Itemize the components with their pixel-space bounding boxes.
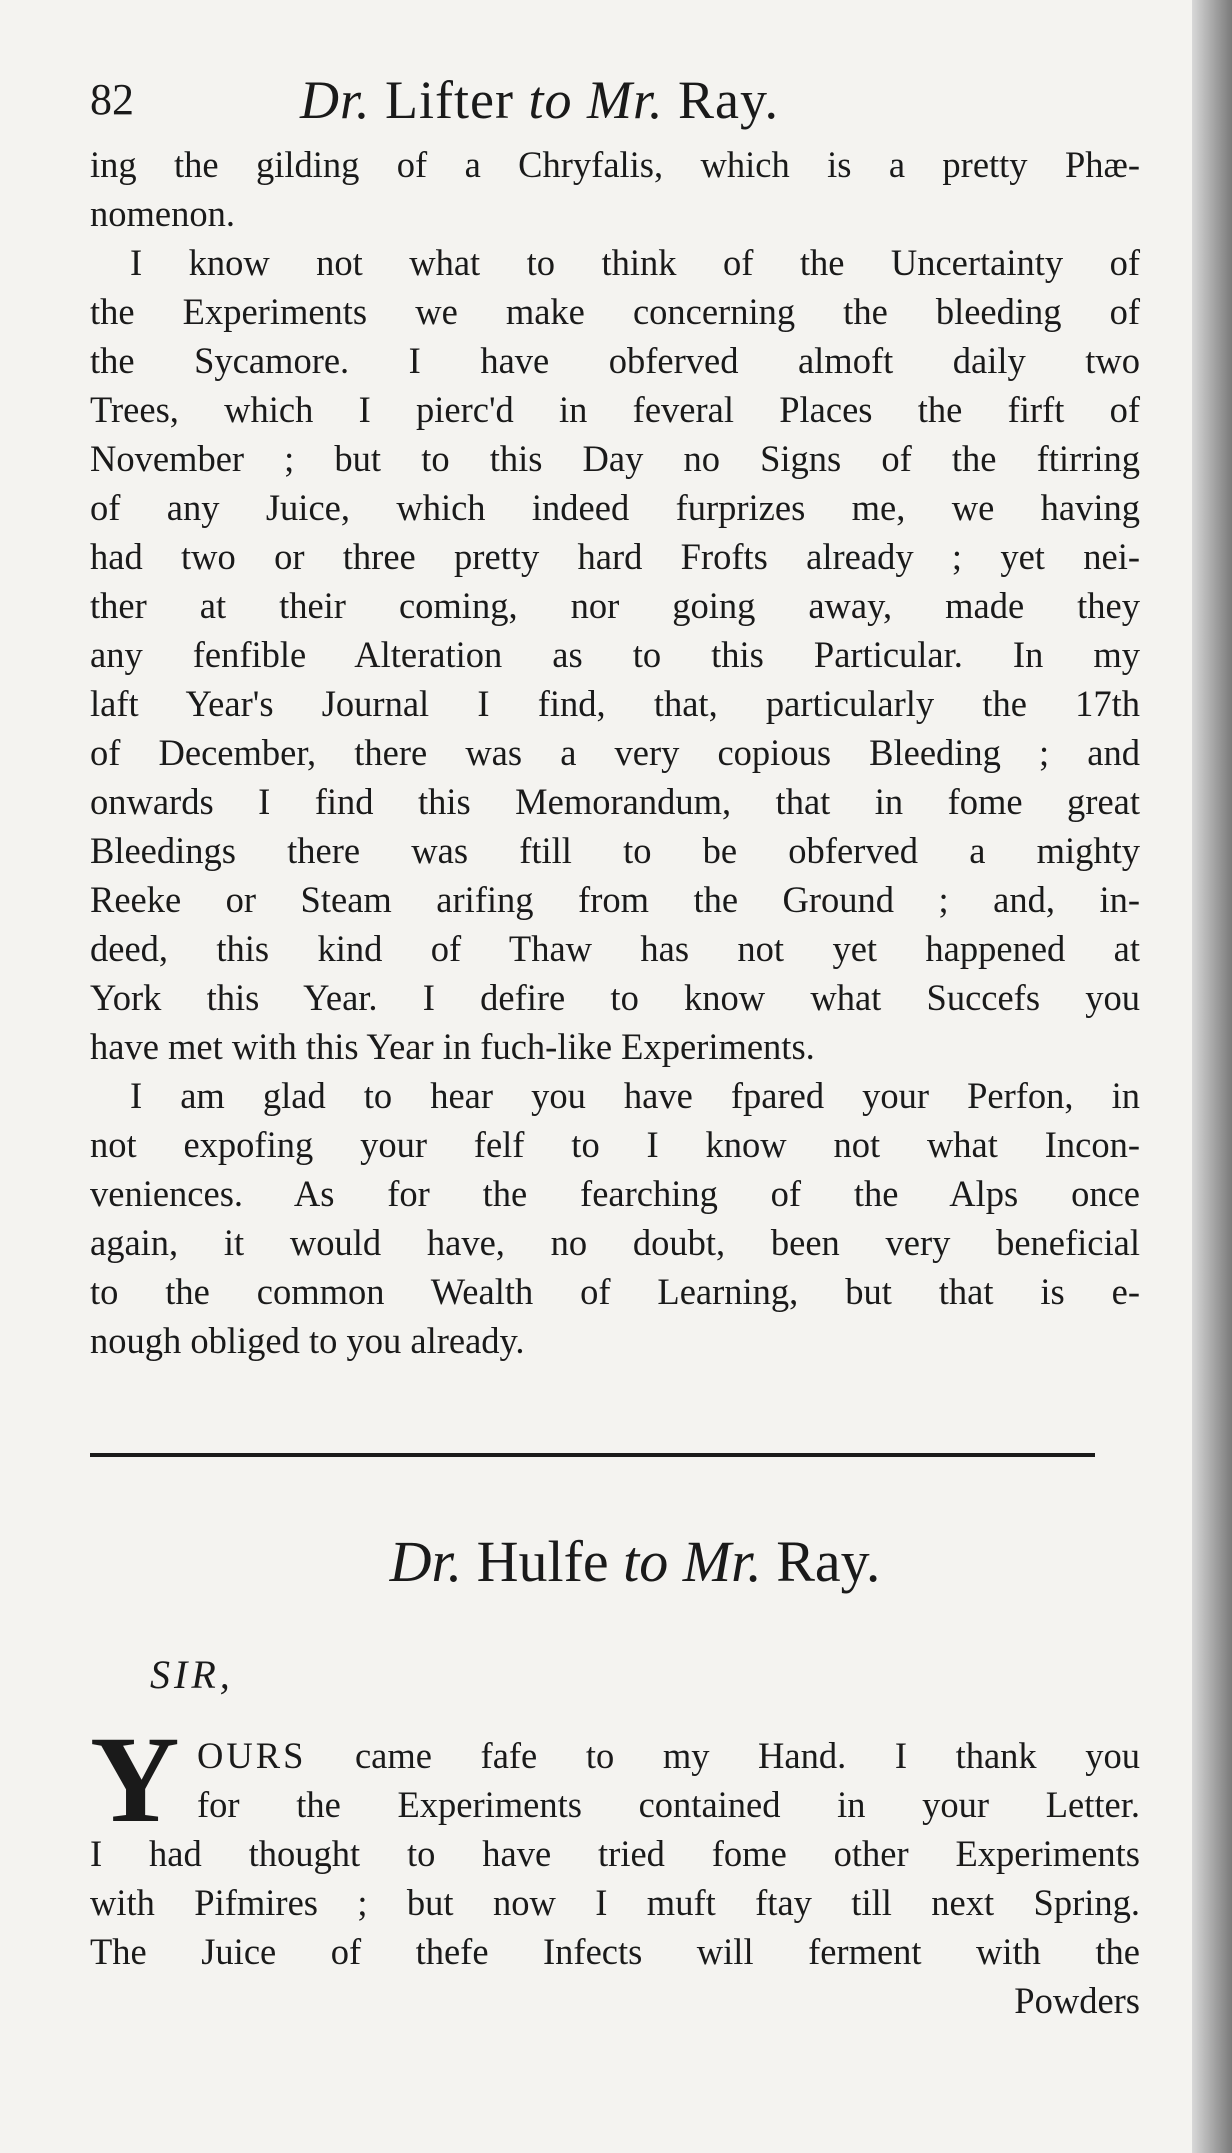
text-line: again, it would have, no doubt, been very beneficial [90,1222,1140,1263]
paragraph-3 [90,1071,1140,1365]
text-line: nomenon. [90,193,235,234]
text-line: to the common Wealth of Learning, but that is e- [90,1271,1140,1312]
text-line: November ; but to this Day no Signs of the ftirring [90,438,1140,479]
text-line: deed, this kind of Thaw has not yet happened at [90,928,1140,969]
text-line: any fenfible Alteration as to this Particular. In my [90,634,1140,675]
text-line: nough obliged to you already. [90,1320,525,1361]
letter-heading-prefix: Dr. [389,1529,463,1594]
text-line: laft Year's Journal I find, that, particularly the 17th [90,683,1140,724]
section-divider [90,1453,1095,1457]
text-line: Reeke or Steam arifing from the Ground ; and, in- [90,879,1140,920]
text-line: The Juice of thefe Infects will ferment with the [90,1931,1140,1972]
text-line: have met with this Year in fuch-like Experiments. [90,1026,815,1067]
text-line [90,1731,1140,1780]
text-line: I am glad to hear you have fpared your Perfon, in [130,1075,1140,1116]
text-line: the Sycamore. I have obferved almoft daily two [90,340,1140,381]
running-head-to: to [528,70,573,130]
paragraph-2 [90,238,1140,1071]
letter-body [90,1711,1140,2025]
text-line: Bleedings there was ftill to be obferved a mighty [90,830,1140,871]
paragraph-1 [90,140,1140,238]
text-line: I had thought to have tried fome other Experiments [90,1833,1140,1874]
text-line: Trees, which I pierc'd in feveral Places the firft of [90,389,1140,430]
running-head [90,60,1140,140]
text-line: I know not what to think of the Uncertainty of [130,242,1140,283]
letter-heading-name2: Ray. [761,1529,881,1594]
text-line: onwards I find this Memorandum, that in fome great [90,781,1140,822]
running-head-name1: Lifter [370,70,529,130]
letter-heading-mr: Mr. [668,1529,762,1594]
running-head-mr: Mr. [572,70,664,130]
drop-cap: Y [90,1711,180,1848]
text-line: with Pifmires ; but now I muft ftay till next Spring. [90,1882,1140,1923]
letter-heading [90,1517,1140,1607]
letter-heading-to: to [623,1529,669,1594]
text-line: veniences. As for the fearching of the Alps once [90,1173,1140,1214]
page-number: 82 [90,75,134,124]
text-line: of any Juice, which indeed furprizes me, we having [90,487,1140,528]
text-line: ther at their coming, nor going away, made they [90,585,1140,626]
first-line-text: came fafe to my Hand. I thank you [306,1735,1140,1776]
page-gutter-shadow [1192,0,1232,2153]
text-line: for the Experiments contained in your Letter. [197,1784,1140,1825]
text-line: not expofing your felf to I know not what Incon- [90,1124,1140,1165]
text-line: ing the gilding of a Chryfalis, which is a pretty Phæ- [90,144,1140,185]
page-content [90,60,1140,2025]
letter-heading-name1: Hulfe [462,1529,624,1594]
text-line: York this Year. I defire to know what Succefs you [90,977,1140,1018]
text-line: the Experiments we make concerning the bleeding of [90,291,1140,332]
first-word: OURS [197,1735,307,1776]
running-head-title [300,60,779,140]
text-line: of December, there was a very copious Bleeding ; and [90,732,1140,773]
catchword: Powders [1014,1980,1140,2021]
salutation: SIR, [150,1652,234,1697]
running-head-name2: Ray. [663,70,779,130]
running-head-prefix: Dr. [300,70,371,130]
text-line: had two or three pretty hard Frofts already ; yet nei- [90,536,1140,577]
